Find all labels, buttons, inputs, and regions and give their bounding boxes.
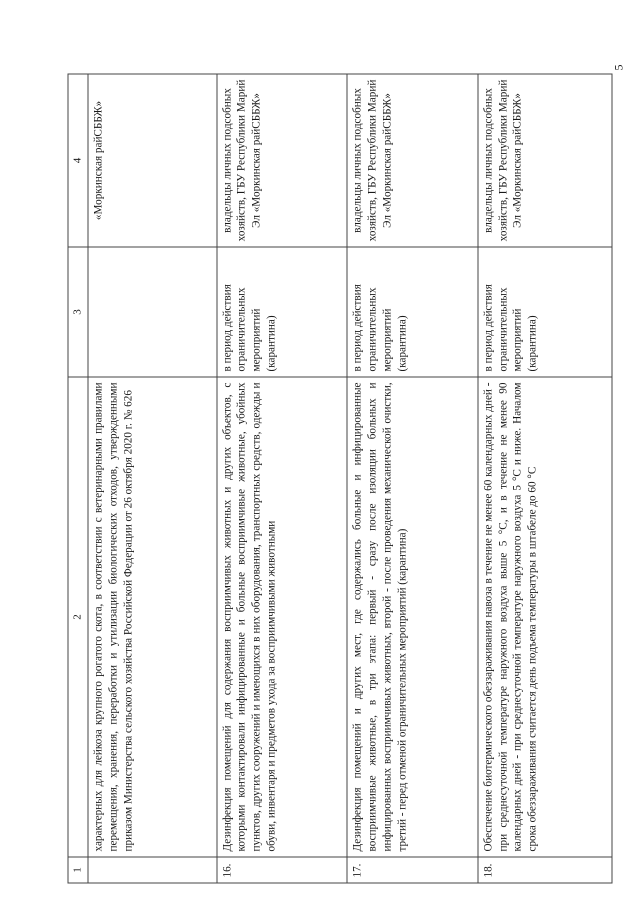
responsible-text: «Моркинская райСББЖ»	[88, 74, 216, 247]
table-row	[347, 74, 478, 883]
measure-text: Дезинфекция помещений для содержания восприимчивых животных и других объектов, с которыми контактировали инфицированные и больные восприимчивые животные, убойных пунктов, других сооружений и имеющихся в них оборудования, транспортных средств, одежды и обуви, инвентаря и предметов ухода за восприимчивыми животными	[217, 377, 348, 857]
header-col-2: 2	[68, 377, 88, 857]
period-text	[88, 247, 216, 377]
period-text: в период действия ограничительных мероприятий (карантина)	[478, 247, 612, 377]
period-text: в период действия ограничительных мероприятий (карантина)	[347, 247, 478, 377]
measure-text: Дезинфекция помещений и других мест, где содержались больные и инфицированные восприимчивые животные, в три этапа: первый - сразу после изоляции больных и инфицированных восприимчивых животных, второй - после проведения механической очистки, третий - перед отменой ограничительных мероприятий (карантина)	[347, 377, 478, 857]
table-row	[217, 74, 348, 883]
measures-table	[68, 73, 613, 883]
table-header-row	[68, 74, 88, 883]
page-number: 5	[611, 64, 626, 71]
row-number: 17.	[347, 857, 478, 883]
measure-text: Обеспечение биотермического обеззараживания навоза в течение не менее 60 календарных дней - при среднесуточной температуре наружного воздуха выше 5 °С, и в течение не менее 90 календарных дней - при среднесуточной температуре наружного воздуха 5 °С и ниже. Началом срока обеззараживания считается день подъема температуры в штабеле до 60 °С	[478, 377, 612, 857]
responsible-text: владельцы личных подсобных хозяйств, ГБУ Республики Марий Эл «Моркинская райСББЖ»	[217, 74, 348, 247]
header-col-3: 3	[68, 247, 88, 377]
period-text: в период действия ограничительных мероприятий (карантина)	[217, 247, 348, 377]
row-number: 16.	[217, 857, 348, 883]
rotated-document	[68, 73, 613, 883]
row-number: 18.	[478, 857, 612, 883]
row-number	[88, 857, 216, 883]
table-row	[478, 74, 612, 883]
measure-text: характерных для лейкоза крупного рогатого скота, в соответствии с ветеринарными правилами перемещения, хранения, переработки и утилизации биологических отходов, утвержденными приказом Министерства сельского хозяйства Российской Федерации от 26 октября 2020 г. № 626	[88, 377, 216, 857]
table-row	[88, 74, 216, 883]
responsible-text: владельцы личных подсобных хозяйств, ГБУ Республики Марий Эл «Моркинская райСББЖ»	[478, 74, 612, 247]
responsible-text: владельцы личных подсобных хозяйств, ГБУ Республики Марий Эл «Моркинская райСББЖ»	[347, 74, 478, 247]
header-col-4: 4	[68, 74, 88, 247]
header-col-1: 1	[68, 857, 88, 883]
